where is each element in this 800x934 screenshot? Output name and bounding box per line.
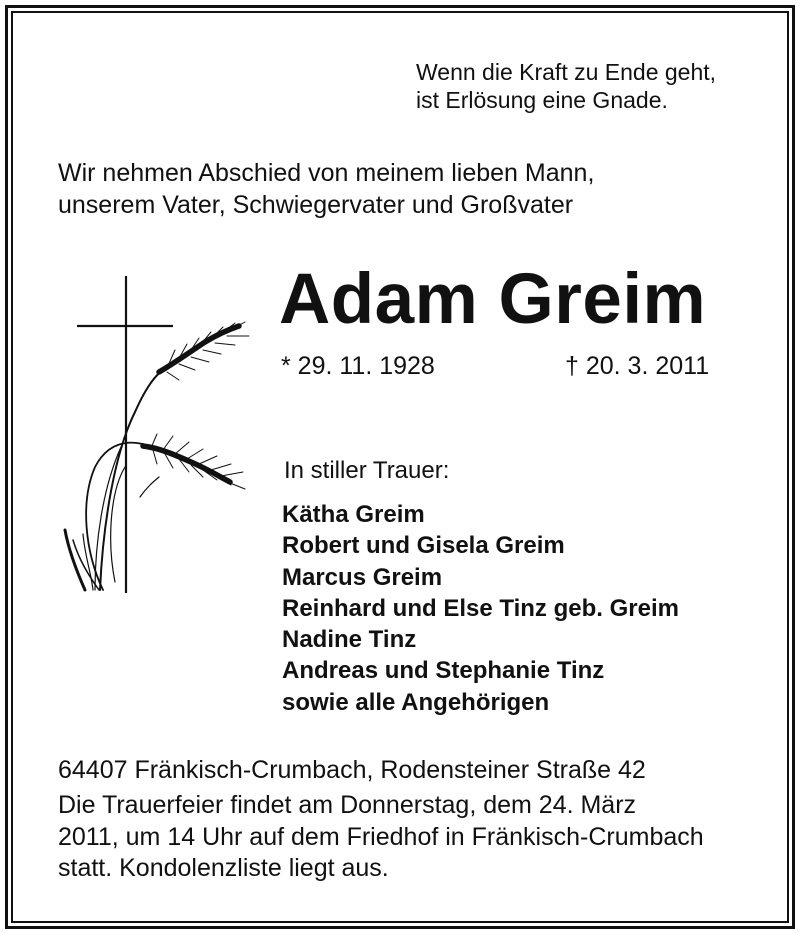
family-member: Robert und Gisela Greim [282,532,565,560]
address: 64407 Fränkisch-Crumbach, Rodensteiner Straße 42 [58,756,646,784]
intro-line: unserem Vater, Schwiegervater und Großvater [58,191,574,219]
service-info [58,790,704,885]
motto-line: Wenn die Kraft zu Ende geht, [416,59,717,85]
family-member: Nadine Tinz [282,626,417,654]
service-line: Die Trauerfeier findet am Donnerstag, dem 24. März [58,791,637,819]
motto-line: ist Erlösung eine Gnade. [416,87,668,113]
family-member: Andreas und Stephanie Tinz [282,657,605,685]
family-member: Reinhard und Else Tinz geb. Greim [282,594,679,622]
family-list [282,499,679,718]
mourning-heading: In stiller Trauer: [284,457,450,484]
cross-wheat-illustration [55,272,255,602]
wheat-icon [65,322,249,590]
deceased-name: Adam Greim [279,260,707,339]
family-member: sowie alle Angehörigen [282,688,550,716]
intro-line: Wir nehmen Abschied von meinem lieben Mann, [58,159,595,187]
family-member: Marcus Greim [282,563,443,591]
service-line: statt. Kondolenzliste liegt aus. [58,854,389,882]
death-date: † 20. 3. 2011 [565,352,710,380]
intro-text [58,157,594,221]
service-line: 2011, um 14 Uhr auf dem Friedhof in Fränkisch-Crumbach [58,822,704,851]
birth-date: * 29. 11. 1928 [281,352,435,380]
motto [416,58,716,114]
family-member: Kätha Greim [282,501,425,528]
